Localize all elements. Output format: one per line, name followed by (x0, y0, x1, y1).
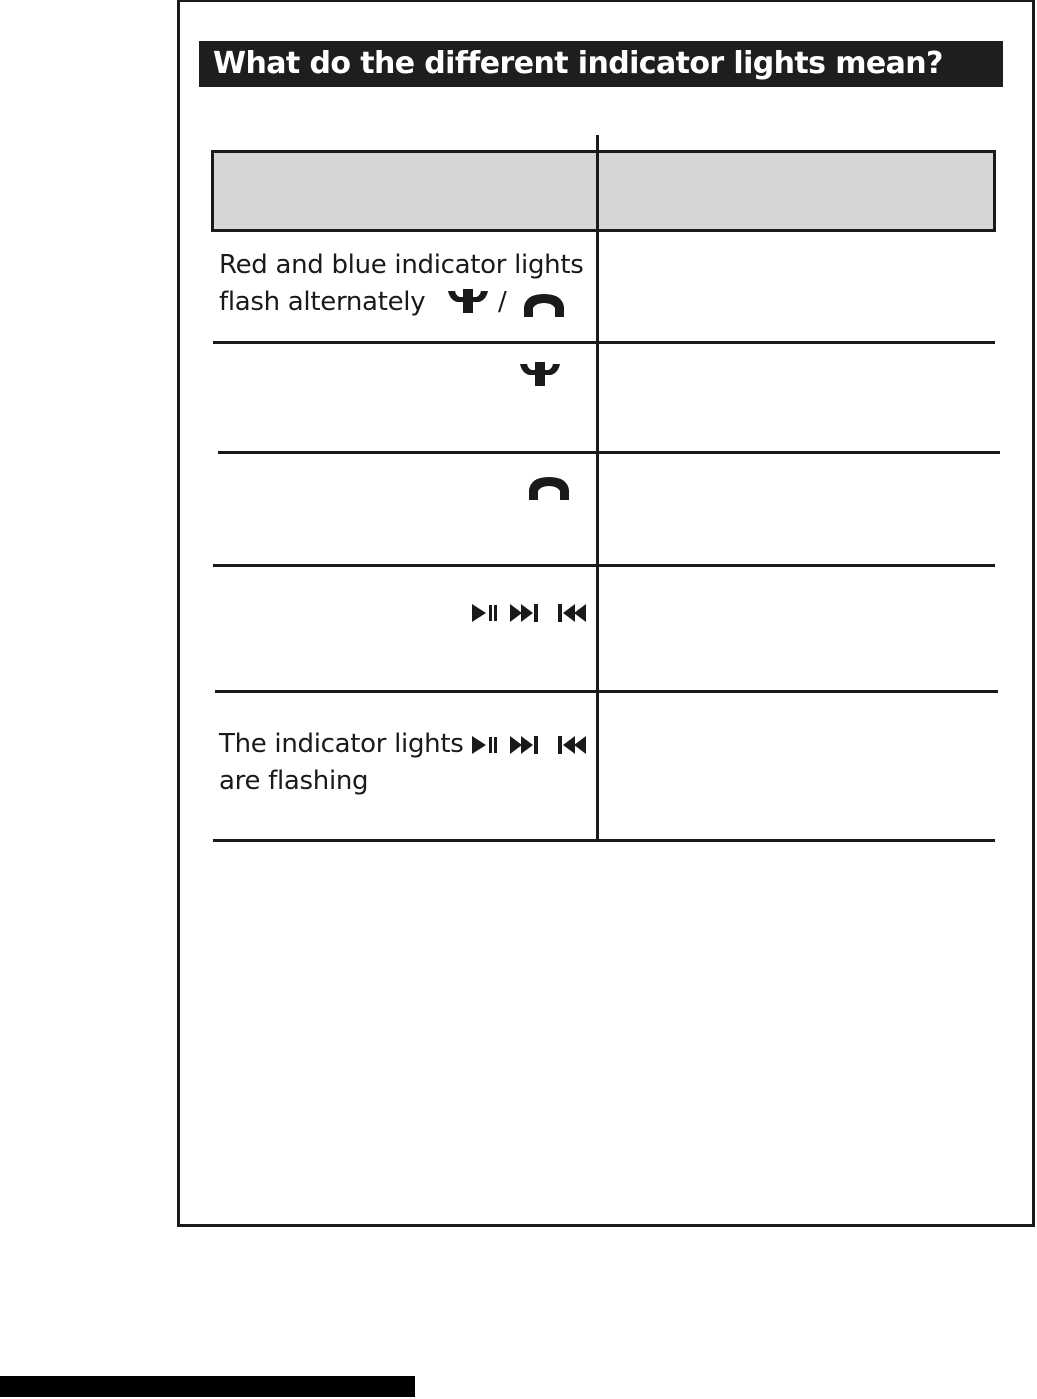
column-divider (596, 135, 599, 841)
row-divider (215, 690, 998, 693)
icon-separator: / (498, 287, 507, 317)
row-divider (218, 451, 1000, 454)
row-condition-text: flash alternately (219, 287, 426, 317)
play-pause-icon (471, 735, 499, 755)
antenna-icon (446, 287, 490, 317)
row-condition-text: The indicator lights (219, 729, 464, 759)
headset-icon (522, 291, 566, 319)
section-heading: What do the different indicator lights mean? (199, 41, 1003, 87)
next-track-icon (509, 603, 541, 623)
row-divider (213, 564, 995, 567)
row-condition-text: Red and blue indicator lights (219, 250, 584, 280)
headset-icon (527, 474, 571, 502)
row-divider (213, 341, 995, 344)
antenna-icon (518, 360, 562, 390)
footer-bar (0, 1376, 415, 1397)
row-condition-text: are flashing (219, 766, 369, 796)
next-track-icon (509, 735, 541, 755)
previous-track-icon (556, 603, 588, 623)
play-pause-icon (471, 603, 499, 623)
previous-track-icon (556, 735, 588, 755)
row-divider (213, 839, 995, 842)
table-header-row (211, 150, 996, 232)
